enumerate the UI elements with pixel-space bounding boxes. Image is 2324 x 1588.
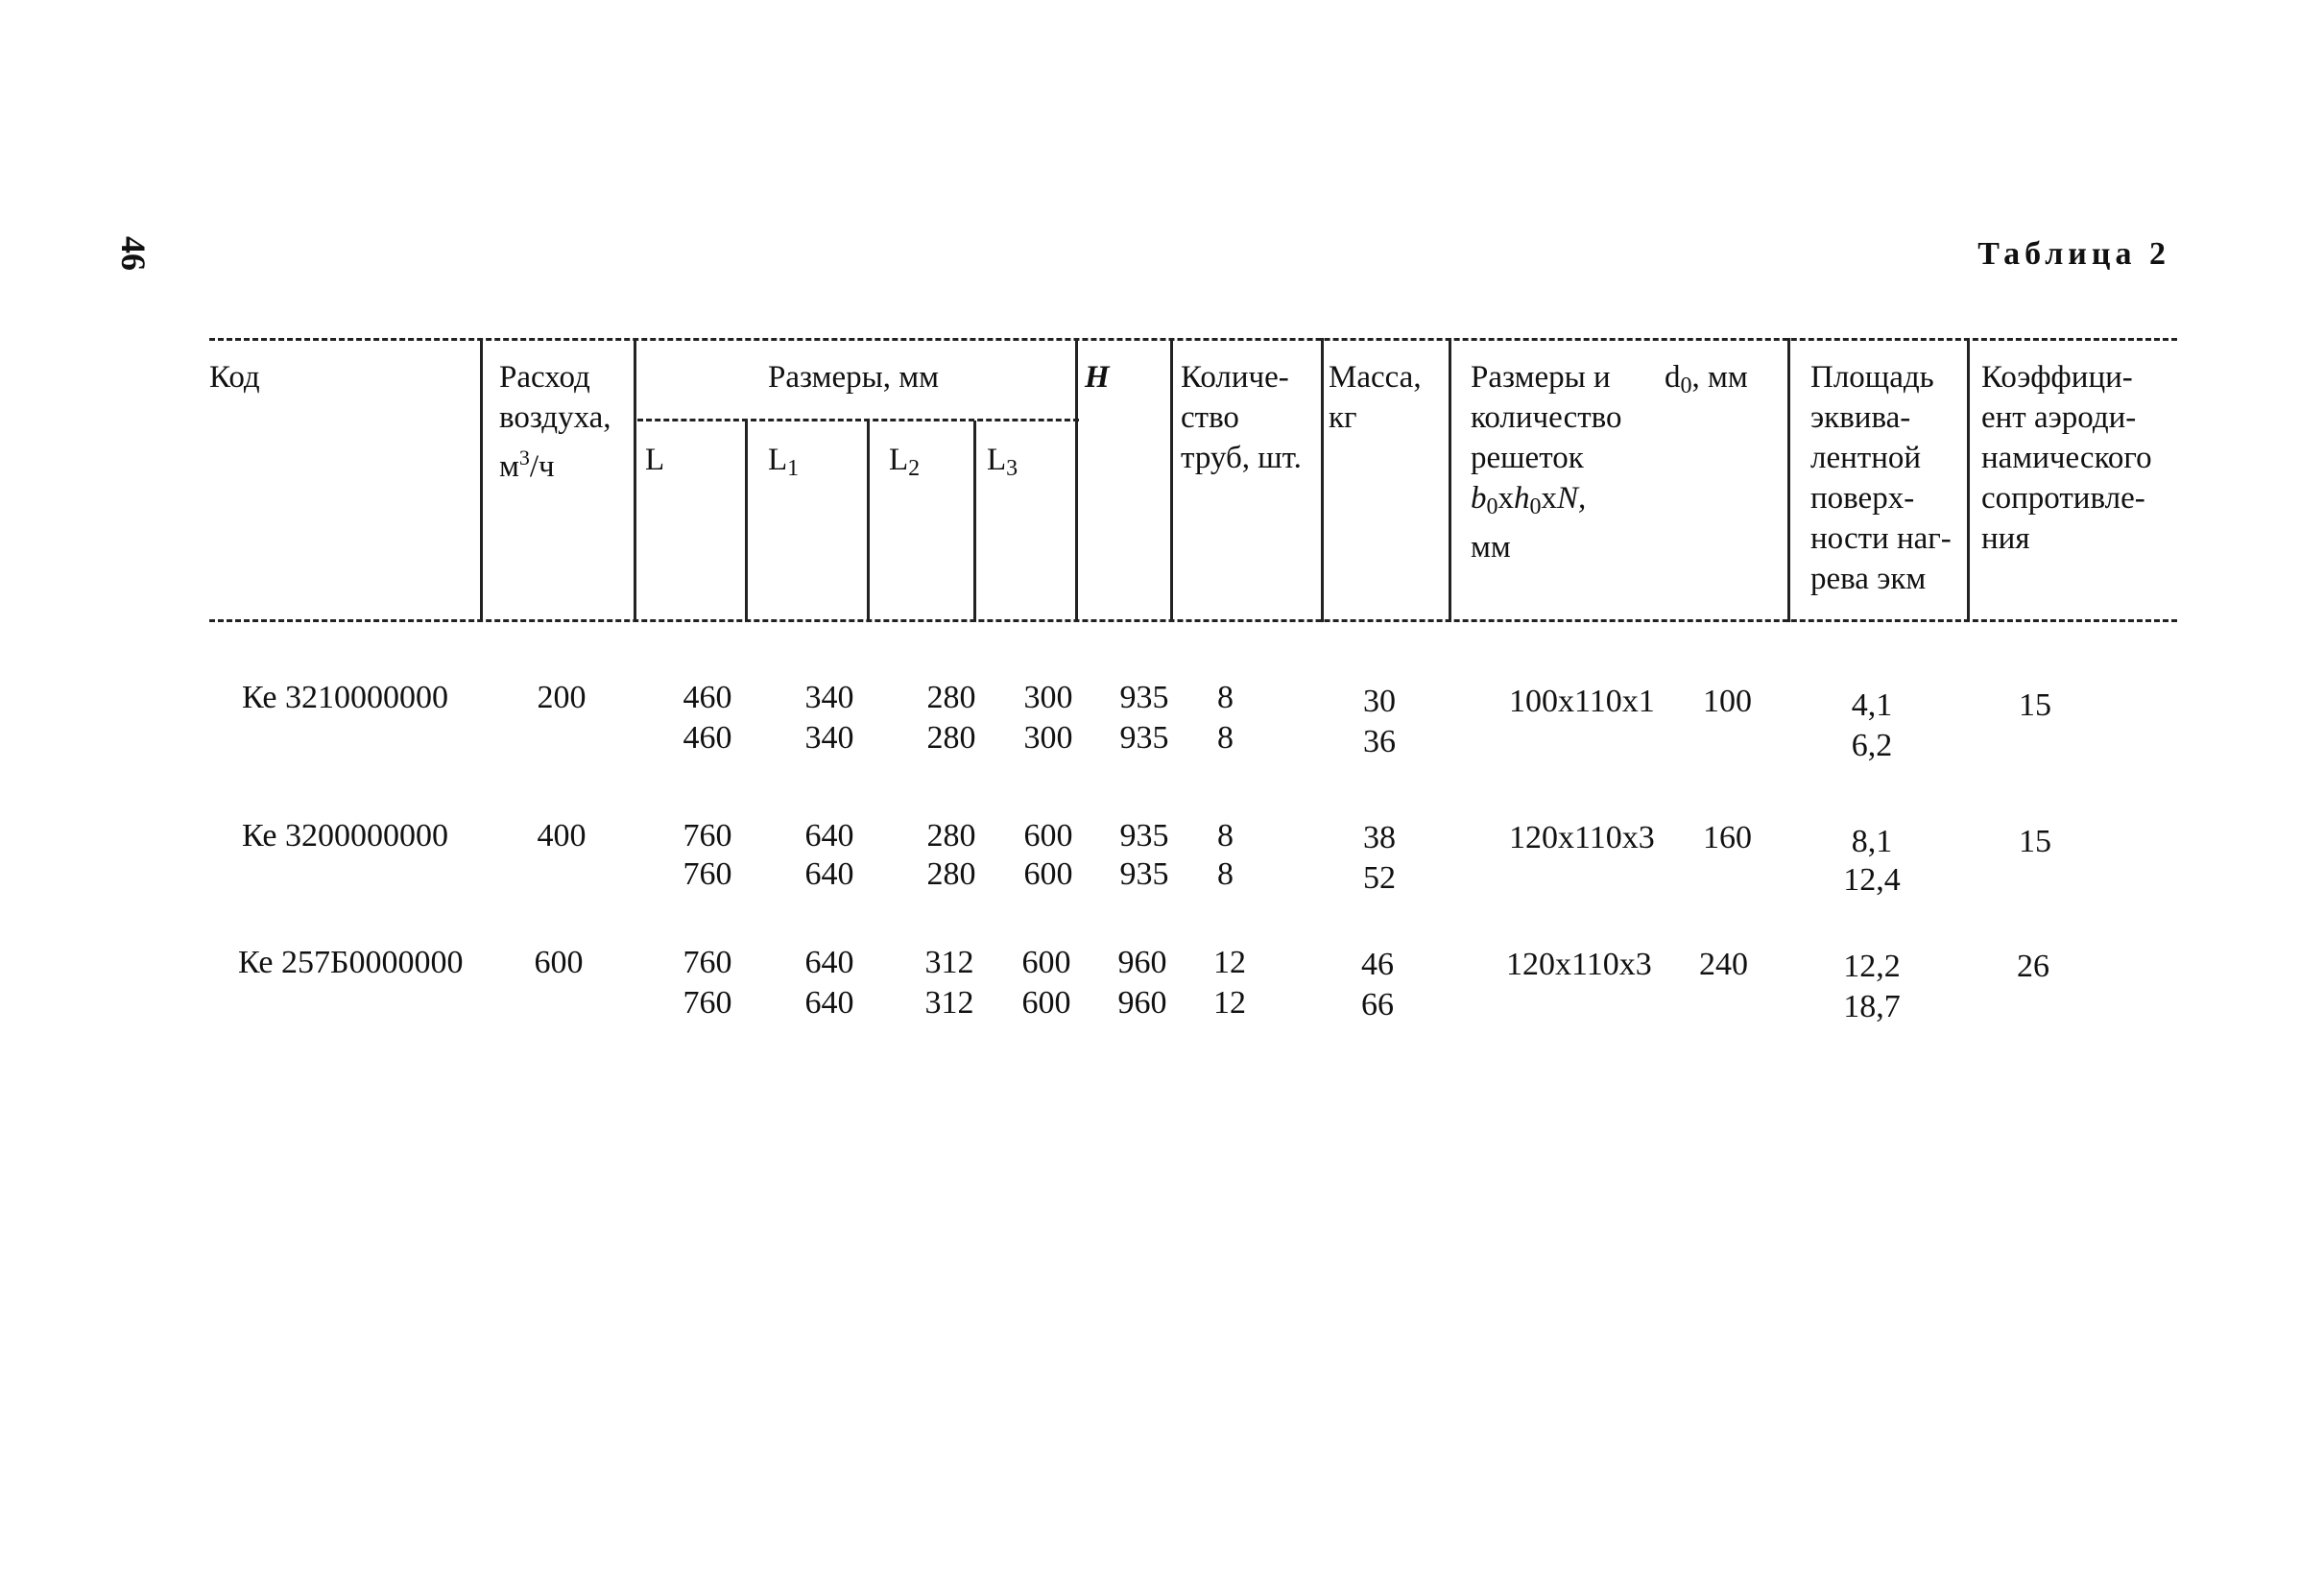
cell-L: 760	[683, 856, 732, 892]
header-kod-text: Код	[209, 360, 260, 395]
cell-L1: 340	[804, 680, 854, 715]
cell-kolichestvo: 8	[1217, 720, 1234, 756]
cell-reshetki: 120x110x3	[1506, 947, 1652, 982]
cell-koef: 15	[2019, 687, 2051, 723]
header-d0: $d_0$, мм	[1665, 360, 1748, 398]
header-resh-formula: $b_0xh_0xN$,	[1471, 481, 1587, 519]
header-rashod-unit: $м^3/ч$	[499, 445, 555, 484]
cell-L1: 640	[804, 856, 854, 892]
header-massa-line2: кг	[1329, 400, 1357, 435]
cell-L3: 300	[1023, 720, 1073, 756]
header-H: H	[1085, 360, 1110, 395]
header-massa-line1: Масса,	[1329, 360, 1422, 395]
col-divider	[1321, 338, 1324, 622]
header-reshetki	[1471, 357, 1622, 567]
cell-L: 760	[683, 985, 732, 1021]
cell-kod: Ке 257Б0000000	[238, 945, 464, 980]
razmery-sub-rule	[637, 419, 1079, 421]
cell-L2: 280	[926, 680, 976, 715]
col-divider	[1170, 338, 1173, 622]
cell-kolichestvo: 8	[1217, 818, 1234, 854]
cell-L2: 280	[926, 720, 976, 756]
cell-rashod: 200	[537, 680, 587, 715]
cell-L2: 312	[924, 985, 974, 1021]
cell-L2: 280	[926, 818, 976, 854]
col-divider	[1967, 338, 1970, 622]
cell-H: 935	[1119, 680, 1169, 715]
header-koef-line5: ния	[1981, 521, 2030, 556]
header-rashod-line1: Расход	[499, 360, 590, 395]
cell-rashod: 600	[534, 945, 584, 980]
header-rashod-line2: воздуха,	[499, 400, 611, 435]
cell-koef: 26	[2017, 949, 2049, 984]
cell-kolichestvo: 12	[1213, 985, 1246, 1021]
cell-L1: 640	[804, 945, 854, 980]
col-divider	[634, 338, 636, 622]
cell-massa: 52	[1363, 860, 1396, 896]
cell-L3: 600	[1021, 985, 1071, 1021]
cell-H: 935	[1119, 720, 1169, 756]
cell-massa: 30	[1363, 684, 1396, 719]
header-koef-line2: ент аэроди-	[1981, 400, 2137, 435]
header-kol-line1: Количе-	[1181, 360, 1289, 395]
cell-L3: 600	[1023, 818, 1073, 854]
table-header-bottom-rule	[209, 619, 2177, 622]
cell-kolichestvo: 8	[1217, 680, 1234, 715]
header-kol-line2: ство	[1181, 400, 1239, 435]
cell-H: 935	[1119, 856, 1169, 892]
cell-reshetki: 120x110x3	[1509, 820, 1655, 855]
cell-d0: 160	[1703, 820, 1752, 855]
cell-ploshchad: 12,4	[1843, 862, 1901, 898]
cell-L3: 300	[1023, 680, 1073, 715]
header-resh-line5: мм	[1471, 530, 1511, 565]
cell-ploshchad: 18,7	[1843, 989, 1901, 1024]
header-L1: $L_1$	[768, 443, 800, 481]
cell-massa: 66	[1361, 987, 1394, 1023]
header-koef	[1981, 357, 2152, 559]
cell-d0: 240	[1699, 947, 1748, 982]
header-pl-line6: рева экм	[1810, 562, 1927, 596]
header-koef-line1: Коэффици-	[1981, 360, 2133, 395]
cell-L1: 640	[804, 985, 854, 1021]
col-divider	[867, 421, 870, 622]
cell-L3: 600	[1023, 856, 1073, 892]
page-number: 46	[114, 236, 153, 271]
cell-L1: 640	[804, 818, 854, 854]
header-resh-line3: решеток	[1471, 441, 1584, 475]
header-koef-line3: намического	[1981, 441, 2152, 475]
col-divider	[973, 421, 976, 622]
cell-massa: 46	[1361, 947, 1394, 982]
header-razmery	[768, 357, 939, 397]
col-divider	[1787, 338, 1790, 622]
cell-ploshchad: 12,2	[1843, 949, 1901, 984]
cell-L2: 280	[926, 856, 976, 892]
cell-koef: 15	[2019, 824, 2051, 859]
cell-ploshchad: 8,1	[1851, 824, 1893, 859]
header-ploshchad	[1810, 357, 1952, 599]
header-pl-line2: эквива-	[1810, 400, 1911, 435]
header-L: L	[645, 443, 665, 477]
col-divider	[745, 421, 748, 622]
header-kolichestvo	[1181, 357, 1302, 478]
cell-d0: 100	[1703, 684, 1752, 719]
header-resh-line1: Размеры и	[1471, 360, 1611, 395]
cell-L2: 312	[924, 945, 974, 980]
cell-L1: 340	[804, 720, 854, 756]
table-top-rule	[209, 338, 2177, 341]
cell-massa: 36	[1363, 724, 1396, 759]
cell-L: 760	[683, 945, 732, 980]
header-L3: $L_3$	[987, 443, 1018, 481]
header-pl-line4: поверх-	[1810, 481, 1915, 516]
cell-H: 960	[1117, 945, 1167, 980]
cell-kolichestvo: 8	[1217, 856, 1234, 892]
cell-kod: Ке 3210000000	[242, 680, 448, 715]
header-razmery-text: Размеры, мм	[768, 360, 940, 395]
header-rashod	[499, 357, 611, 487]
header-pl-line5: ности наг-	[1810, 521, 1952, 556]
cell-L: 460	[683, 720, 732, 756]
cell-kolichestvo: 12	[1213, 945, 1246, 980]
cell-ploshchad: 4,1	[1851, 687, 1893, 723]
col-divider	[1075, 338, 1078, 622]
cell-L: 760	[683, 818, 732, 854]
col-divider	[480, 338, 483, 622]
cell-H: 935	[1119, 818, 1169, 854]
cell-H: 960	[1117, 985, 1167, 1021]
cell-reshetki: 100x110x1	[1509, 684, 1655, 719]
cell-L3: 600	[1021, 945, 1071, 980]
header-pl-line1: Площадь	[1810, 360, 1934, 395]
header-koef-line4: сопротивле-	[1981, 481, 2145, 516]
cell-rashod: 400	[537, 818, 587, 854]
cell-ploshchad: 6,2	[1851, 728, 1893, 763]
header-resh-line2: количество	[1471, 400, 1622, 435]
cell-kod: Ке 3200000000	[242, 818, 448, 854]
header-kol-line3: труб, шт.	[1181, 441, 1302, 475]
header-massa	[1329, 357, 1422, 438]
cell-L: 460	[683, 680, 732, 715]
header-pl-line3: лентной	[1810, 441, 1922, 475]
header-L2: $L_2$	[889, 443, 921, 481]
header-kod	[209, 357, 260, 397]
cell-massa: 38	[1363, 820, 1396, 855]
table-caption: Таблица 2	[1977, 236, 2170, 272]
col-divider	[1449, 338, 1451, 622]
